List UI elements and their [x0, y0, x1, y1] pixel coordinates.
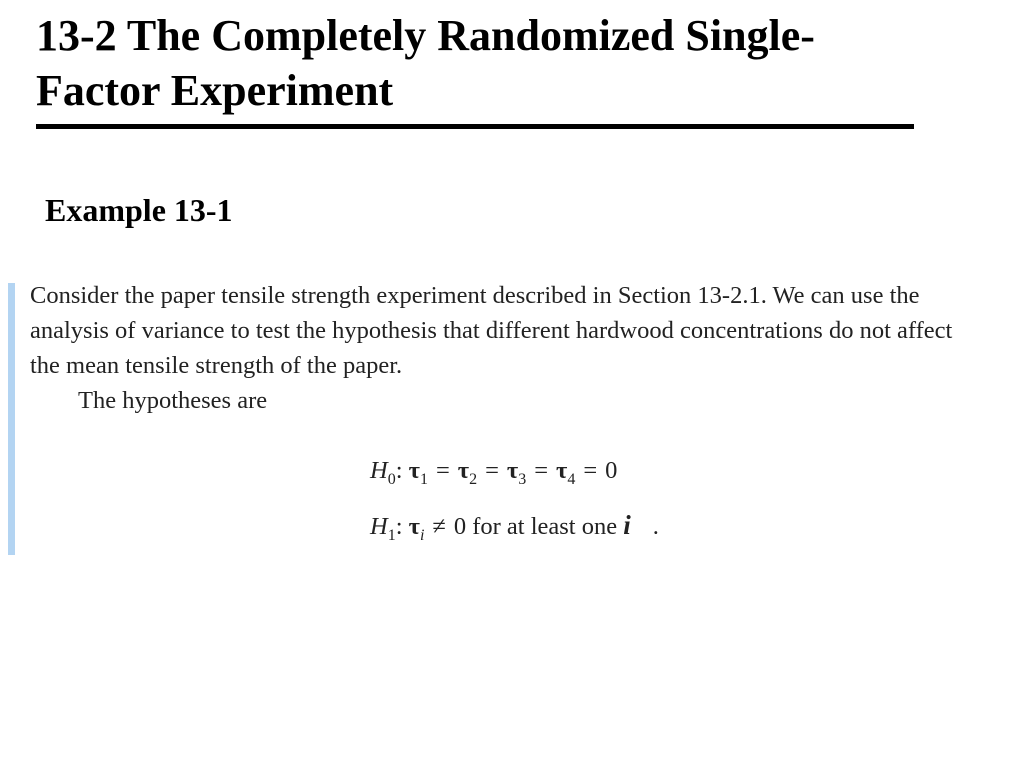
body-line-2: analysis of variance to test the hypothesis that different hardwood concentrations do not affect [30, 317, 953, 344]
example-label: Example 13-1 [45, 192, 233, 228]
h1-symbol: H [370, 513, 388, 540]
slide-title-line-2: Factor Experiment [36, 66, 394, 115]
tau-3-subscript: 3 [518, 471, 527, 488]
tau-3: τ [506, 457, 519, 484]
h0-zero: 0 [605, 457, 618, 484]
slide-title-line-1: 13-2 The Completely Randomized Single- [36, 11, 815, 60]
tau-2-subscript: 2 [469, 471, 478, 488]
equals-2: = [485, 457, 499, 484]
null-hypothesis [370, 455, 659, 487]
slide-title [36, 8, 996, 118]
excerpt-accent-bar [8, 283, 15, 555]
h1-variable-i: i [623, 510, 631, 540]
equals-1: = [435, 457, 450, 484]
h1-period: . [652, 513, 659, 540]
alternative-hypothesis [370, 509, 659, 544]
tau-i-subscript: i [419, 527, 425, 544]
body-line-3: the mean tensile strength of the paper. [30, 352, 403, 379]
hypotheses-equations [370, 455, 659, 544]
equals-4: = [583, 457, 598, 484]
body-line-1: Consider the paper tensile strength experiment described in Section 13-2.1. We can use the [30, 282, 920, 309]
title-underline-rule [36, 124, 914, 129]
tau-1: τ [408, 457, 420, 484]
tau-1-subscript: 1 [419, 471, 428, 488]
not-equal-sign: ≠ [432, 513, 446, 540]
tau-2: τ [457, 457, 470, 484]
h0-subscript: 0 [387, 471, 396, 488]
tau-4-subscript: 4 [567, 471, 576, 488]
equals-3: = [534, 457, 549, 484]
h1-colon: : [395, 513, 403, 540]
tau-i: τ [408, 513, 420, 540]
h1-condition-text: 0 for at least one [453, 513, 618, 540]
tau-4: τ [556, 457, 568, 484]
h0-colon: : [395, 457, 403, 484]
h0-symbol: H [370, 457, 388, 484]
example-body-text [30, 278, 1024, 418]
h1-subscript: 1 [387, 527, 396, 544]
body-line-4: The hypotheses are [78, 387, 268, 414]
